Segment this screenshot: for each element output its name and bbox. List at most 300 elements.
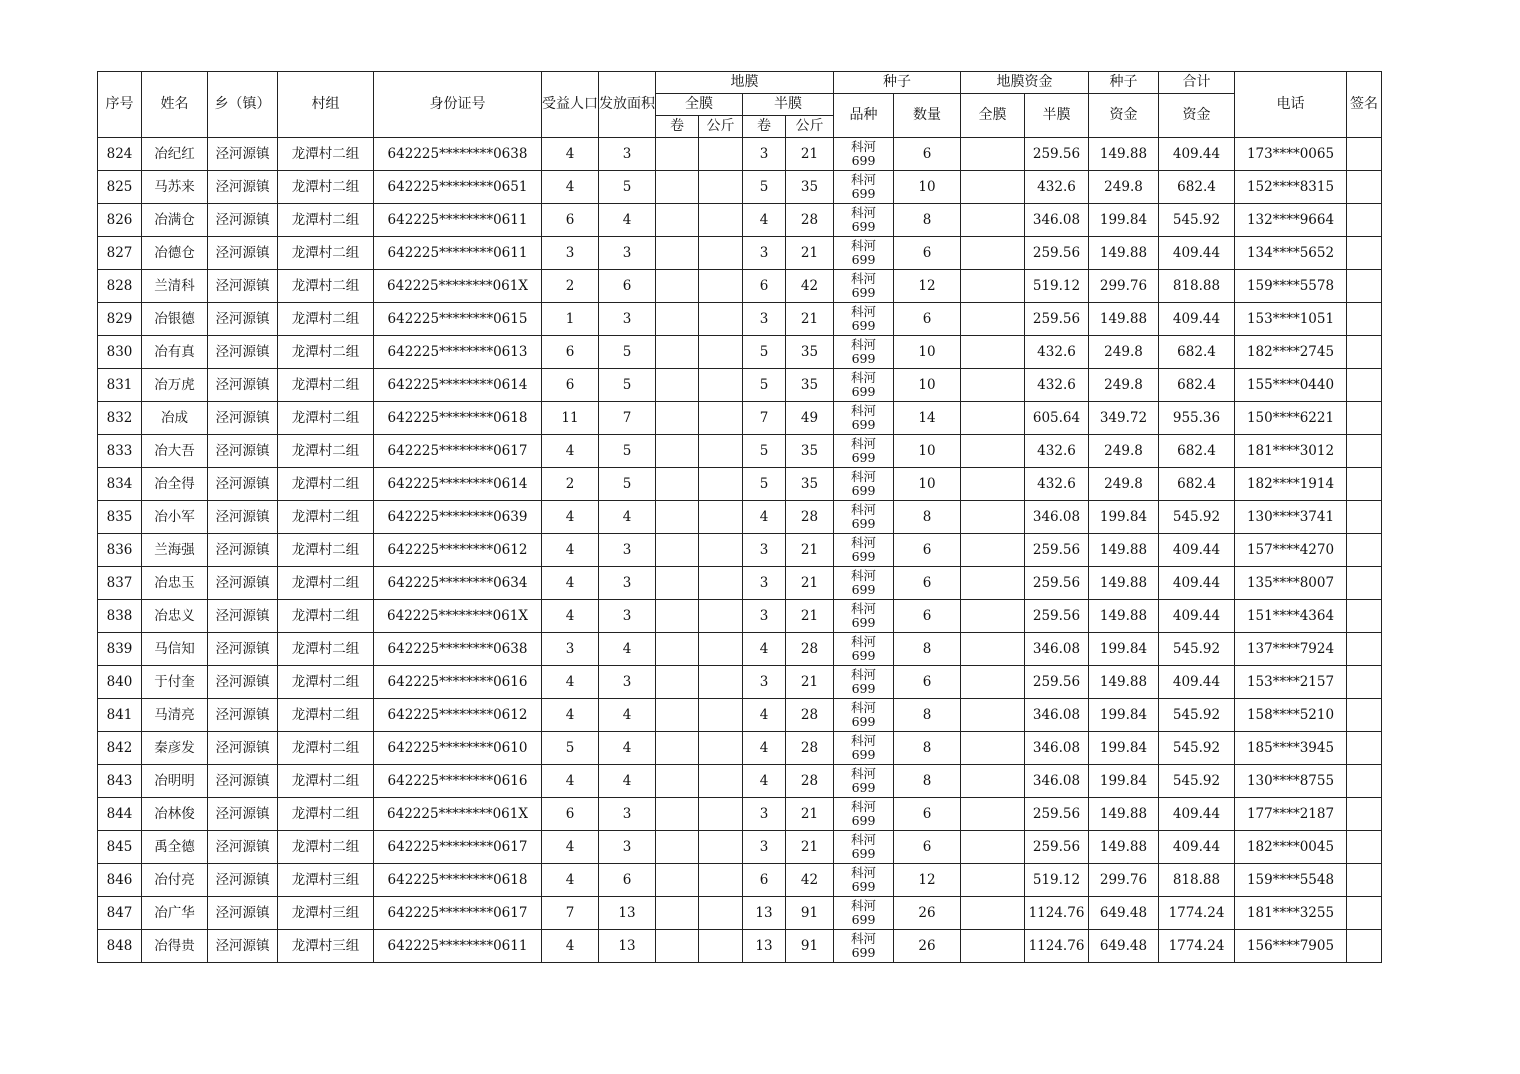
half-roll-cell: 13 <box>743 930 786 963</box>
full-roll-cell <box>656 270 699 303</box>
table-row <box>98 897 1382 930</box>
header-area: 发放面积 <box>599 72 656 138</box>
seed-fund-cell: 149.88 <box>1089 138 1159 171</box>
seq-cell: 847 <box>98 897 142 930</box>
seq-cell: 825 <box>98 171 142 204</box>
header-full-kg: 公斤 <box>699 116 743 138</box>
full-kg-cell <box>699 171 743 204</box>
seed-fund-cell: 299.76 <box>1089 270 1159 303</box>
variety-cell <box>834 600 894 633</box>
sign-cell[interactable] <box>1347 435 1382 468</box>
total-cell: 545.92 <box>1159 699 1235 732</box>
town-cell: 泾河源镇 <box>208 468 278 501</box>
total-cell: 545.92 <box>1159 732 1235 765</box>
sign-cell[interactable] <box>1347 468 1382 501</box>
town-cell: 泾河源镇 <box>208 402 278 435</box>
half-roll-cell: 3 <box>743 303 786 336</box>
qty-cell: 10 <box>894 369 961 402</box>
qty-cell: 10 <box>894 468 961 501</box>
half-fund-cell: 432.6 <box>1025 171 1089 204</box>
half-roll-cell: 3 <box>743 600 786 633</box>
full-fund-cell <box>961 930 1025 963</box>
village-cell: 龙潭村二组 <box>278 402 374 435</box>
full-roll-cell <box>656 369 699 402</box>
full-roll-cell <box>656 666 699 699</box>
seed-fund-cell: 199.84 <box>1089 732 1159 765</box>
id-cell: 642225********0651 <box>374 171 542 204</box>
pop-cell: 2 <box>542 270 599 303</box>
area-cell: 5 <box>599 468 656 501</box>
sign-cell[interactable] <box>1347 897 1382 930</box>
half-fund-cell: 259.56 <box>1025 138 1089 171</box>
half-kg-cell: 91 <box>786 930 834 963</box>
pop-cell: 6 <box>542 204 599 237</box>
full-kg-cell <box>699 798 743 831</box>
seq-cell: 841 <box>98 699 142 732</box>
qty-cell: 12 <box>894 864 961 897</box>
pop-cell: 4 <box>542 534 599 567</box>
id-cell: 642225********0638 <box>374 633 542 666</box>
variety-cell <box>834 897 894 930</box>
qty-cell: 6 <box>894 600 961 633</box>
seq-cell: 829 <box>98 303 142 336</box>
id-cell: 642225********0634 <box>374 567 542 600</box>
half-roll-cell: 7 <box>743 402 786 435</box>
total-cell: 682.4 <box>1159 171 1235 204</box>
variety-cell <box>834 864 894 897</box>
half-kg-cell: 35 <box>786 336 834 369</box>
full-kg-cell <box>699 864 743 897</box>
total-cell: 818.88 <box>1159 270 1235 303</box>
full-roll-cell <box>656 402 699 435</box>
variety-label: 科河699 <box>850 270 876 300</box>
phone-cell: 137****7924 <box>1235 633 1347 666</box>
sign-cell[interactable] <box>1347 567 1382 600</box>
town-cell: 泾河源镇 <box>208 765 278 798</box>
name-cell: 秦彦发 <box>142 732 208 765</box>
full-roll-cell <box>656 699 699 732</box>
header-half-fund: 半膜 <box>1025 94 1089 138</box>
table-row <box>98 435 1382 468</box>
half-fund-cell: 519.12 <box>1025 270 1089 303</box>
qty-cell: 10 <box>894 336 961 369</box>
pop-cell: 6 <box>542 369 599 402</box>
town-cell: 泾河源镇 <box>208 666 278 699</box>
variety-cell <box>834 501 894 534</box>
id-cell: 642225********0611 <box>374 204 542 237</box>
variety-label: 科河699 <box>850 930 876 960</box>
name-cell: 兰清科 <box>142 270 208 303</box>
half-roll-cell: 6 <box>743 864 786 897</box>
variety-cell <box>834 765 894 798</box>
village-cell: 龙潭村二组 <box>278 699 374 732</box>
table-row <box>98 303 1382 336</box>
sign-cell[interactable] <box>1347 402 1382 435</box>
half-kg-cell: 21 <box>786 798 834 831</box>
area-cell: 4 <box>599 699 656 732</box>
area-cell: 4 <box>599 732 656 765</box>
half-roll-cell: 4 <box>743 633 786 666</box>
variety-label: 科河699 <box>850 567 876 597</box>
village-cell: 龙潭村二组 <box>278 204 374 237</box>
pop-cell: 3 <box>542 633 599 666</box>
town-cell: 泾河源镇 <box>208 930 278 963</box>
name-cell: 冶成 <box>142 402 208 435</box>
header-seed-fund: 资金 <box>1089 94 1159 138</box>
half-fund-cell: 1124.76 <box>1025 897 1089 930</box>
full-fund-cell <box>961 435 1025 468</box>
full-kg-cell <box>699 369 743 402</box>
table-row <box>98 534 1382 567</box>
header-qty: 数量 <box>894 94 961 138</box>
sign-cell[interactable] <box>1347 336 1382 369</box>
header-name: 姓名 <box>142 72 208 138</box>
full-roll-cell <box>656 798 699 831</box>
variety-label: 科河699 <box>850 369 876 399</box>
id-cell: 642225********0616 <box>374 666 542 699</box>
town-cell: 泾河源镇 <box>208 897 278 930</box>
phone-cell: 181****3255 <box>1235 897 1347 930</box>
sign-cell[interactable] <box>1347 732 1382 765</box>
seed-fund-cell: 249.8 <box>1089 435 1159 468</box>
half-fund-cell: 346.08 <box>1025 699 1089 732</box>
area-cell: 5 <box>599 336 656 369</box>
phone-cell: 153****2157 <box>1235 666 1347 699</box>
seq-cell: 835 <box>98 501 142 534</box>
seed-fund-cell: 249.8 <box>1089 171 1159 204</box>
full-fund-cell <box>961 798 1025 831</box>
name-cell: 冶万虎 <box>142 369 208 402</box>
town-cell: 泾河源镇 <box>208 534 278 567</box>
sign-cell[interactable] <box>1347 798 1382 831</box>
header-phone: 电话 <box>1235 72 1347 138</box>
id-cell: 642225********0639 <box>374 501 542 534</box>
name-cell: 马苏来 <box>142 171 208 204</box>
header-full-film: 全膜 <box>656 94 743 116</box>
sign-cell[interactable] <box>1347 633 1382 666</box>
half-fund-cell: 519.12 <box>1025 864 1089 897</box>
half-roll-cell: 13 <box>743 897 786 930</box>
half-roll-cell: 3 <box>743 237 786 270</box>
id-cell: 642225********0617 <box>374 831 542 864</box>
qty-cell: 10 <box>894 171 961 204</box>
variety-cell <box>834 237 894 270</box>
area-cell: 4 <box>599 633 656 666</box>
village-cell: 龙潭村二组 <box>278 237 374 270</box>
seq-cell: 824 <box>98 138 142 171</box>
village-cell: 龙潭村二组 <box>278 765 374 798</box>
name-cell: 冶得贵 <box>142 930 208 963</box>
header-id: 身份证号 <box>374 72 542 138</box>
full-kg-cell <box>699 567 743 600</box>
name-cell: 冶忠义 <box>142 600 208 633</box>
variety-cell <box>834 270 894 303</box>
seq-cell: 838 <box>98 600 142 633</box>
area-cell: 3 <box>599 666 656 699</box>
full-fund-cell <box>961 237 1025 270</box>
table-row <box>98 666 1382 699</box>
full-roll-cell <box>656 237 699 270</box>
table-row <box>98 501 1382 534</box>
variety-cell <box>834 534 894 567</box>
variety-label: 科河699 <box>850 666 876 696</box>
name-cell: 冶有真 <box>142 336 208 369</box>
variety-label: 科河699 <box>850 303 876 333</box>
sign-cell[interactable] <box>1347 699 1382 732</box>
half-fund-cell: 346.08 <box>1025 732 1089 765</box>
town-cell: 泾河源镇 <box>208 567 278 600</box>
half-fund-cell: 346.08 <box>1025 501 1089 534</box>
sign-cell[interactable] <box>1347 864 1382 897</box>
seed-fund-cell: 149.88 <box>1089 831 1159 864</box>
full-kg-cell <box>699 699 743 732</box>
half-roll-cell: 5 <box>743 171 786 204</box>
village-cell: 龙潭村二组 <box>278 633 374 666</box>
name-cell: 冶银德 <box>142 303 208 336</box>
variety-label: 科河699 <box>850 204 876 234</box>
full-fund-cell <box>961 402 1025 435</box>
seed-fund-cell: 199.84 <box>1089 765 1159 798</box>
name-cell: 冶付亮 <box>142 864 208 897</box>
phone-cell: 156****7905 <box>1235 930 1347 963</box>
village-cell: 龙潭村二组 <box>278 798 374 831</box>
sign-cell[interactable] <box>1347 204 1382 237</box>
full-roll-cell <box>656 435 699 468</box>
half-kg-cell: 21 <box>786 303 834 336</box>
sign-cell[interactable] <box>1347 600 1382 633</box>
header-film: 地膜 <box>656 72 834 94</box>
phone-cell: 150****6221 <box>1235 402 1347 435</box>
half-roll-cell: 3 <box>743 831 786 864</box>
full-fund-cell <box>961 303 1025 336</box>
total-cell: 545.92 <box>1159 633 1235 666</box>
full-kg-cell <box>699 204 743 237</box>
phone-cell: 182****2745 <box>1235 336 1347 369</box>
sign-cell[interactable] <box>1347 138 1382 171</box>
half-roll-cell: 5 <box>743 336 786 369</box>
variety-label: 科河699 <box>850 534 876 564</box>
variety-label: 科河699 <box>850 138 876 168</box>
area-cell: 4 <box>599 204 656 237</box>
header-full-fund: 全膜 <box>961 94 1025 138</box>
sign-cell[interactable] <box>1347 930 1382 963</box>
variety-label: 科河699 <box>850 765 876 795</box>
header-village: 村组 <box>278 72 374 138</box>
half-roll-cell: 4 <box>743 732 786 765</box>
id-cell: 642225********0615 <box>374 303 542 336</box>
total-cell: 955.36 <box>1159 402 1235 435</box>
qty-cell: 12 <box>894 270 961 303</box>
seq-cell: 830 <box>98 336 142 369</box>
phone-cell: 132****9664 <box>1235 204 1347 237</box>
id-cell: 642225********061X <box>374 798 542 831</box>
full-fund-cell <box>961 897 1025 930</box>
id-cell: 642225********0612 <box>374 534 542 567</box>
town-cell: 泾河源镇 <box>208 435 278 468</box>
area-cell: 6 <box>599 270 656 303</box>
variety-label: 科河699 <box>850 237 876 267</box>
variety-cell <box>834 171 894 204</box>
table-row <box>98 402 1382 435</box>
seed-fund-cell: 149.88 <box>1089 666 1159 699</box>
full-kg-cell <box>699 633 743 666</box>
half-fund-cell: 259.56 <box>1025 567 1089 600</box>
half-kg-cell: 28 <box>786 633 834 666</box>
table-row <box>98 732 1382 765</box>
town-cell: 泾河源镇 <box>208 699 278 732</box>
village-cell: 龙潭村二组 <box>278 600 374 633</box>
full-roll-cell <box>656 600 699 633</box>
qty-cell: 6 <box>894 567 961 600</box>
variety-label: 科河699 <box>850 600 876 630</box>
pop-cell: 4 <box>542 930 599 963</box>
pop-cell: 4 <box>542 567 599 600</box>
full-roll-cell <box>656 336 699 369</box>
sign-cell[interactable] <box>1347 270 1382 303</box>
sign-cell[interactable] <box>1347 831 1382 864</box>
full-roll-cell <box>656 171 699 204</box>
name-cell: 冶明明 <box>142 765 208 798</box>
phone-cell: 182****1914 <box>1235 468 1347 501</box>
table-row <box>98 138 1382 171</box>
pop-cell: 2 <box>542 468 599 501</box>
seq-cell: 826 <box>98 204 142 237</box>
full-roll-cell <box>656 468 699 501</box>
half-roll-cell: 3 <box>743 798 786 831</box>
full-kg-cell <box>699 501 743 534</box>
sign-cell[interactable] <box>1347 501 1382 534</box>
full-kg-cell <box>699 270 743 303</box>
variety-cell <box>834 930 894 963</box>
name-cell: 冶林俊 <box>142 798 208 831</box>
sign-cell[interactable] <box>1347 237 1382 270</box>
full-kg-cell <box>699 765 743 798</box>
total-cell: 682.4 <box>1159 369 1235 402</box>
seq-cell: 828 <box>98 270 142 303</box>
town-cell: 泾河源镇 <box>208 864 278 897</box>
town-cell: 泾河源镇 <box>208 336 278 369</box>
variety-label: 科河699 <box>850 336 876 366</box>
variety-cell <box>834 699 894 732</box>
phone-cell: 158****5210 <box>1235 699 1347 732</box>
seed-fund-cell: 649.48 <box>1089 897 1159 930</box>
variety-cell <box>834 402 894 435</box>
id-cell: 642225********0611 <box>374 930 542 963</box>
half-fund-cell: 432.6 <box>1025 336 1089 369</box>
header-total-fund: 资金 <box>1159 94 1235 138</box>
id-cell: 642225********061X <box>374 600 542 633</box>
seed-fund-cell: 149.88 <box>1089 303 1159 336</box>
half-kg-cell: 21 <box>786 138 834 171</box>
header-pop: 受益人口 <box>542 72 599 138</box>
variety-label: 科河699 <box>850 732 876 762</box>
area-cell: 13 <box>599 897 656 930</box>
header-seq: 序号 <box>98 72 142 138</box>
full-kg-cell <box>699 600 743 633</box>
sign-cell[interactable] <box>1347 303 1382 336</box>
sign-cell[interactable] <box>1347 171 1382 204</box>
half-roll-cell: 4 <box>743 765 786 798</box>
total-cell: 682.4 <box>1159 336 1235 369</box>
id-cell: 642225********0618 <box>374 402 542 435</box>
full-fund-cell <box>961 864 1025 897</box>
full-kg-cell <box>699 336 743 369</box>
total-cell: 409.44 <box>1159 666 1235 699</box>
area-cell: 5 <box>599 435 656 468</box>
half-roll-cell: 4 <box>743 699 786 732</box>
total-cell: 409.44 <box>1159 237 1235 270</box>
id-cell: 642225********0617 <box>374 435 542 468</box>
village-cell: 龙潭村三组 <box>278 864 374 897</box>
area-cell: 4 <box>599 765 656 798</box>
village-cell: 龙潭村二组 <box>278 336 374 369</box>
pop-cell: 4 <box>542 699 599 732</box>
seed-fund-cell: 149.88 <box>1089 237 1159 270</box>
half-roll-cell: 3 <box>743 138 786 171</box>
sign-cell[interactable] <box>1347 765 1382 798</box>
area-cell: 3 <box>599 567 656 600</box>
area-cell: 4 <box>599 501 656 534</box>
phone-cell: 181****3012 <box>1235 435 1347 468</box>
half-kg-cell: 35 <box>786 171 834 204</box>
town-cell: 泾河源镇 <box>208 633 278 666</box>
full-kg-cell <box>699 402 743 435</box>
full-roll-cell <box>656 633 699 666</box>
half-roll-cell: 4 <box>743 501 786 534</box>
table-body <box>98 138 1382 963</box>
header-town: 乡（镇） <box>208 72 278 138</box>
sign-cell[interactable] <box>1347 666 1382 699</box>
half-fund-cell: 259.56 <box>1025 666 1089 699</box>
half-roll-cell: 3 <box>743 534 786 567</box>
village-cell: 龙潭村二组 <box>278 567 374 600</box>
half-kg-cell: 21 <box>786 237 834 270</box>
qty-cell: 6 <box>894 798 961 831</box>
full-fund-cell <box>961 567 1025 600</box>
seed-fund-cell: 299.76 <box>1089 864 1159 897</box>
half-roll-cell: 3 <box>743 666 786 699</box>
variety-cell <box>834 567 894 600</box>
full-fund-cell <box>961 270 1025 303</box>
name-cell: 冶广华 <box>142 897 208 930</box>
village-cell: 龙潭村三组 <box>278 897 374 930</box>
village-cell: 龙潭村二组 <box>278 138 374 171</box>
variety-cell <box>834 369 894 402</box>
full-fund-cell <box>961 699 1025 732</box>
seed-fund-cell: 349.72 <box>1089 402 1159 435</box>
town-cell: 泾河源镇 <box>208 204 278 237</box>
half-kg-cell: 35 <box>786 435 834 468</box>
id-cell: 642225********0610 <box>374 732 542 765</box>
pop-cell: 4 <box>542 864 599 897</box>
name-cell: 冶德仓 <box>142 237 208 270</box>
town-cell: 泾河源镇 <box>208 138 278 171</box>
sign-cell[interactable] <box>1347 369 1382 402</box>
qty-cell: 8 <box>894 699 961 732</box>
pop-cell: 6 <box>542 798 599 831</box>
seed-fund-cell: 149.88 <box>1089 600 1159 633</box>
seq-cell: 833 <box>98 435 142 468</box>
sign-cell[interactable] <box>1347 534 1382 567</box>
name-cell: 冶全得 <box>142 468 208 501</box>
full-roll-cell <box>656 831 699 864</box>
name-cell: 马清亮 <box>142 699 208 732</box>
half-fund-cell: 259.56 <box>1025 831 1089 864</box>
half-fund-cell: 432.6 <box>1025 468 1089 501</box>
half-fund-cell: 346.08 <box>1025 765 1089 798</box>
seed-fund-cell: 199.84 <box>1089 204 1159 237</box>
pop-cell: 1 <box>542 303 599 336</box>
